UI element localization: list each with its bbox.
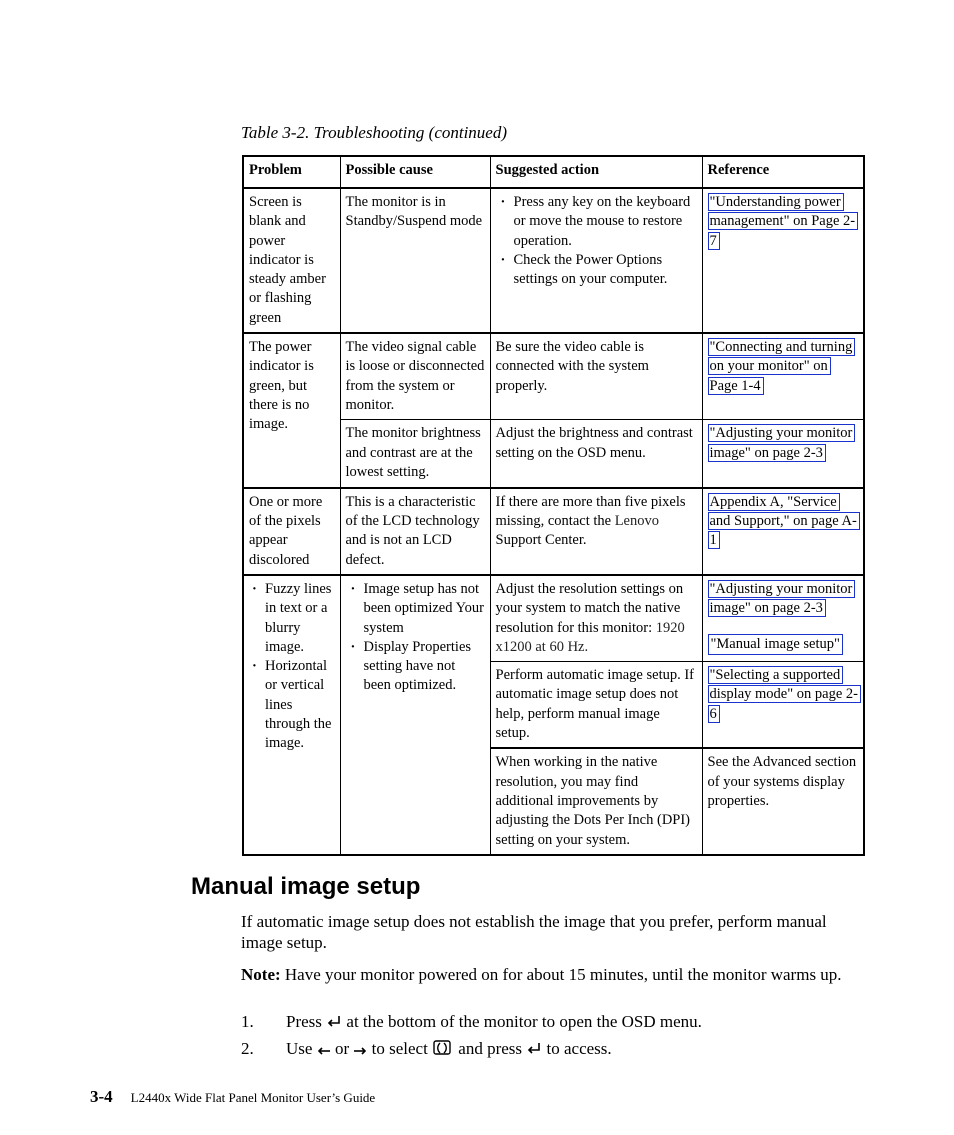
action-cell: [490, 575, 702, 662]
step-number: 2.: [241, 1039, 254, 1058]
problem-cell: [243, 575, 340, 855]
reference-link-connecting-monitor[interactable]: "Connecting and turning on your monitor" on Page 1-4: [708, 338, 856, 395]
header-suggested-action: Suggested action: [490, 156, 702, 188]
table-row: [243, 575, 864, 662]
action-cell: [490, 488, 702, 575]
reference-link-service-support[interactable]: Appendix A, "Service and Support," on page A-1: [708, 493, 860, 550]
image-setup-icon: [432, 1039, 454, 1062]
reference-link-manual-image-setup[interactable]: "Manual image setup": [708, 634, 843, 655]
step-text: and press: [458, 1039, 523, 1058]
intro-paragraph: If automatic image setup does not establish the image that you prefer, perform manual image setup.: [241, 912, 827, 952]
list-item: [241, 1038, 612, 1062]
section-title: Manual image setup: [191, 873, 421, 900]
action-text: Support Center.: [495, 532, 587, 549]
list-item: · Check the Power Options settings on your computer.: [514, 251, 698, 290]
enter-icon: [326, 1013, 342, 1034]
step-text: to select: [371, 1039, 428, 1058]
header-possible-cause: Possible cause: [340, 156, 490, 188]
reference-cell: [702, 333, 864, 420]
native-resolution: 1920 x1200 at 60 Hz.: [495, 619, 685, 655]
action-cell: Perform automatic image setup. If automatic image setup does not help, perform manual image setup.: [490, 662, 702, 749]
cause-cell: This is a characteristic of the LCD technology and is not an LCD defect.: [340, 488, 490, 575]
reference-link-power-management[interactable]: "Understanding power management" on Page 2-7: [708, 193, 859, 250]
list-item: · Press any key on the keyboard or move the mouse to restore operation.: [514, 193, 698, 251]
action-cell: Be sure the video cable is connected with the system properly.: [490, 333, 702, 420]
step-text: Use: [286, 1039, 313, 1058]
reference-link-adjusting-image[interactable]: "Adjusting your monitor image" on page 2-3: [708, 580, 856, 617]
table-row: [243, 188, 864, 333]
problem-cell: One or more of the pixels appear discolored: [243, 488, 340, 575]
cause-cell: The monitor is in Standby/Suspend mode: [340, 188, 490, 333]
troubleshooting-table: [242, 155, 865, 856]
action-text: Adjust the resolution settings on your system to match the native resolution for this monitor:: [495, 580, 684, 636]
reference-cell: [702, 488, 864, 575]
page-number: 3-4: [90, 1087, 113, 1106]
brand-name: Lenovo: [614, 513, 659, 530]
reference-cell: [702, 575, 864, 662]
reference-link-adjusting-image[interactable]: "Adjusting your monitor image" on page 2-3: [708, 424, 856, 461]
list-item: · Fuzzy lines in text or a blurry image.: [265, 580, 336, 657]
reference-cell: [702, 662, 864, 749]
note-text: Have your monitor powered on for about 15 minutes, until the monitor warms up.: [284, 965, 842, 984]
step-text: to access.: [546, 1039, 612, 1058]
list-item: [241, 1011, 702, 1034]
note-paragraph: [241, 964, 861, 985]
reference-cell: See the Advanced section of your systems display properties.: [702, 748, 864, 854]
reference-cell: [702, 420, 864, 488]
header-problem: Problem: [243, 156, 340, 188]
header-reference: Reference: [702, 156, 864, 188]
step-text: at the bottom of the monitor to open the OSD menu.: [346, 1012, 702, 1031]
cause-cell: The monitor brightness and contrast are at the lowest setting.: [340, 420, 490, 488]
table-row: [243, 488, 864, 575]
left-arrow-icon: [317, 1040, 331, 1061]
list-item: · Image setup has not been optimized Your system: [364, 580, 486, 638]
cause-cell: The video signal cable is loose or disconnected from the system or monitor.: [340, 333, 490, 420]
right-arrow-icon: [353, 1040, 367, 1061]
table-row: [243, 333, 864, 420]
reference-cell: [702, 188, 864, 333]
step-number: 1.: [241, 1012, 254, 1031]
action-cell: When working in the native resolution, you may find additional improvements by adjusting the Dots Per Inch (DPI) setting on your system.: [490, 748, 702, 854]
cause-cell: [340, 575, 490, 855]
table-caption: Table 3-2. Troubleshooting (continued): [241, 123, 508, 142]
action-cell: Adjust the brightness and contrast setting on the OSD menu.: [490, 420, 702, 488]
action-text: If there are more than five pixels missing, contact the: [495, 493, 686, 530]
step-text: Press: [286, 1012, 322, 1031]
action-cell: [490, 188, 702, 333]
document-title: L2440x Wide Flat Panel Monitor User’s Guide: [130, 1090, 376, 1105]
table-header-row: [243, 156, 864, 188]
step-text: or: [334, 1039, 350, 1058]
list-item: · Display Properties setting have not been optimized.: [364, 638, 486, 696]
problem-cell: The power indicator is green, but there is no image.: [243, 333, 340, 488]
page-footer: [90, 1087, 375, 1107]
list-item: · Horizontal or vertical lines through the image.: [265, 657, 336, 753]
enter-icon: [526, 1040, 542, 1061]
reference-link-display-mode[interactable]: "Selecting a supported display mode" on page 2-6: [708, 666, 861, 723]
problem-cell: Screen is blank and power indicator is steady amber or flashing green: [243, 188, 340, 333]
note-label: Note:: [241, 965, 281, 984]
